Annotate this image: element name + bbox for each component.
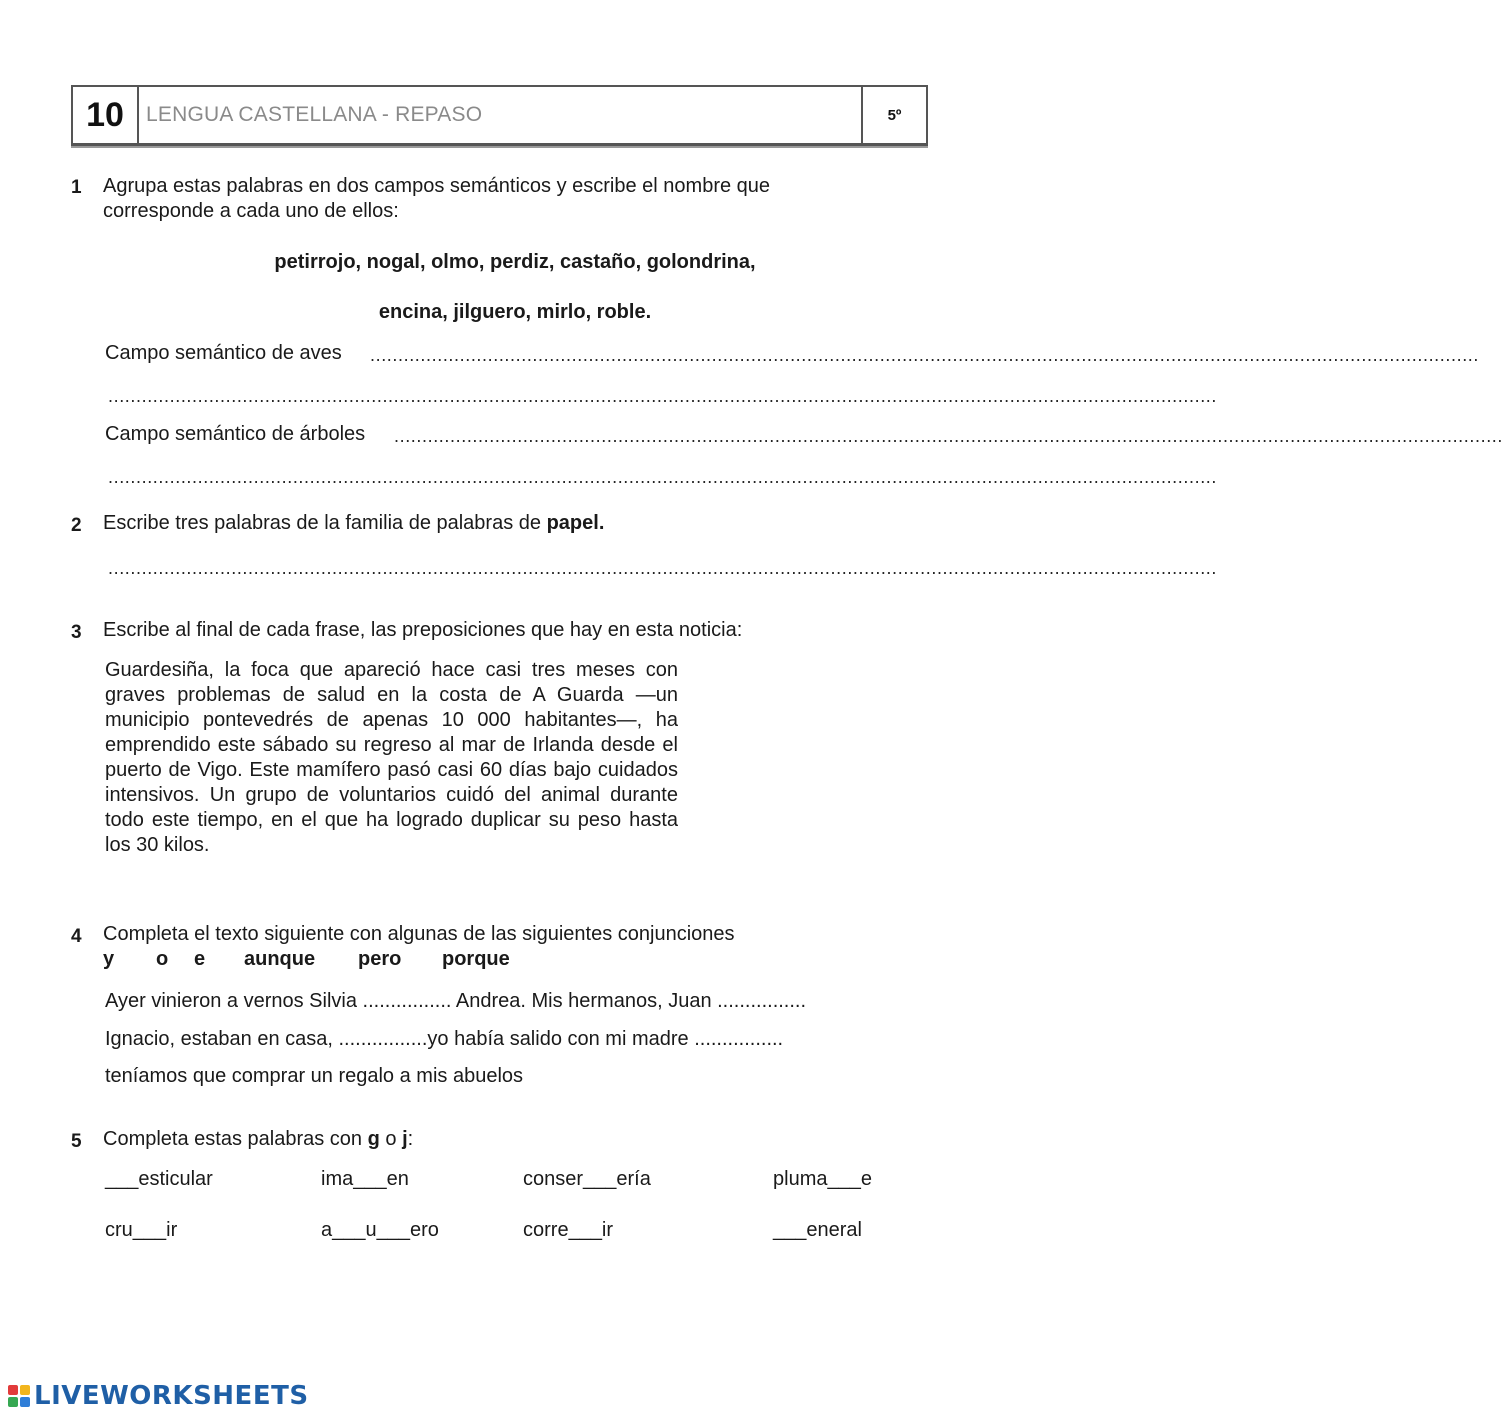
conjunction-item: o (156, 948, 169, 970)
arboles-label: Campo semántico de árboles (105, 423, 366, 445)
fill-word[interactable]: ima___en (321, 1168, 409, 1190)
question-3-number: 3 (71, 622, 82, 643)
letter-j: j (402, 1128, 408, 1150)
logo-text: LIVEWORKSHEETS (34, 1381, 309, 1411)
question-2-answer-line[interactable]: ...................................................................................................................................................................................................... (108, 558, 1217, 578)
arboles-answer-line-2[interactable]: ...................................................................................................................................................................................................... (108, 467, 1217, 487)
question-4-line-2[interactable]: Ignacio, estaban en casa, ................yo había salido con mi madre ................ (105, 1028, 784, 1050)
fill-word[interactable]: corre___ir (523, 1219, 614, 1241)
liveworksheets-logo (8, 1381, 309, 1411)
question-2-number: 2 (71, 515, 82, 536)
colon: : (407, 1128, 414, 1150)
question-3-text: Escribe al final de cada frase, las preposiciones que hay en esta noticia: (103, 619, 743, 641)
question-1-line-1: Agrupa estas palabras en dos campos semánticos y escribe el nombre que (103, 175, 771, 197)
worksheet-title: LENGUA CASTELLANA - REPASO (146, 103, 483, 126)
arboles-answer-line[interactable]: ...................................................................................................................................................................................................... (394, 426, 1503, 446)
question-1-line-2: corresponde a cada uno de ellos: (103, 200, 399, 222)
question-4-number: 4 (71, 926, 82, 947)
fill-word[interactable]: cru___ir (105, 1219, 178, 1241)
question-1-number: 1 (71, 177, 82, 198)
conjunction-list (103, 948, 510, 971)
fill-word[interactable]: conser___ería (523, 1168, 651, 1190)
conjunction-item: e (194, 948, 206, 970)
aves-label: Campo semántico de aves (105, 342, 342, 364)
logo-blocks-icon (8, 1385, 30, 1407)
news-paragraph: Guardesiña, la foca que apareció hace casi tres meses con graves problemas de salud en la costa de A Guarda —un municipio pontevedrés de apenas 10 000 habitantes—, ha emprendido este sábado su regreso al mar de Irlanda desde el puerto de Vigo. Este mamífero pasó casi 60 días bajo cuidados intensivos. Un grupo de voluntarios cuidó del animal durante todo este tiempo, en el que ha logrado duplicar su peso hasta los 30 kilos. (105, 659, 678, 856)
fill-word[interactable]: ___esticular (105, 1168, 213, 1190)
word-list-line-1: petirrojo, nogal, olmo, perdiz, castaño, golondrina, (274, 251, 756, 273)
letter-g: g (367, 1128, 380, 1150)
conjunction-item: y (103, 948, 115, 970)
fill-word[interactable]: pluma___e (773, 1168, 872, 1190)
fill-word[interactable]: ___eneral (773, 1219, 862, 1241)
question-2-keyword: papel. (546, 512, 605, 534)
word-list-line-2: encina, jilguero, mirlo, roble. (378, 301, 652, 323)
fill-word[interactable]: a___u___ero (321, 1219, 439, 1241)
worksheet-header (71, 85, 928, 146)
grade-label: 5º (861, 87, 926, 143)
question-4-text: Completa el texto siguiente con algunas de las siguientes conjunciones (103, 923, 735, 945)
question-5-text (103, 1127, 413, 1152)
question-2-text (103, 511, 604, 536)
conjunction-item: aunque (244, 948, 316, 970)
question-2-prompt: Escribe tres palabras de la familia de palabras de (103, 512, 542, 534)
question-5-number: 5 (71, 1131, 82, 1152)
conjunction-item: pero (358, 948, 402, 970)
word-o: o (385, 1128, 397, 1150)
aves-answer-line-2[interactable]: ...................................................................................................................................................................................................... (108, 386, 1217, 406)
question-4-line-1[interactable]: Ayer vinieron a vernos Silvia ................ Andrea. Mis hermanos, Juan ................ (105, 990, 807, 1012)
question-1-text (103, 174, 883, 224)
conjunction-item: porque (442, 948, 510, 970)
question-5-prompt: Completa estas palabras con (103, 1128, 363, 1150)
unit-number: 10 (73, 87, 139, 143)
aves-answer-line[interactable]: ...................................................................................................................................................................................................... (370, 345, 1479, 365)
question-4-line-3: teníamos que comprar un regalo a mis abuelos (105, 1065, 524, 1087)
